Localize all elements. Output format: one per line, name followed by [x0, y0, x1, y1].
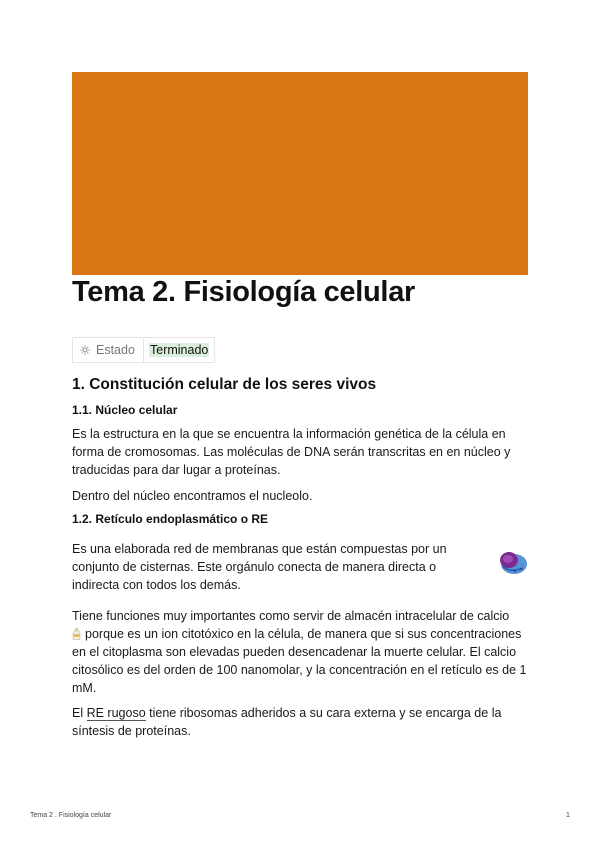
section-heading: 1. Constitución celular de los seres vivos [72, 376, 377, 393]
status-badge[interactable] [144, 338, 214, 362]
paragraph-re-1: Es una elaborada red de membranas que están compuestas por un conjunto de cisternas. Este orgánulo conecta de manera directa o indirecta con todos los demás. [72, 542, 447, 592]
page-title: Tema 2. Fisiología celular [72, 276, 416, 308]
property-key-label: Estado [96, 343, 135, 357]
status-value: Terminado [150, 343, 209, 357]
milk-bottle-icon [72, 628, 81, 640]
paragraph-nucleo-1: Es la estructura en la que se encuentra la información genética de la célula en forma de cromosomas. Las moléculas de DNA serán transcritas en en núcleo y traducidas para dar lugar a proteínas. [72, 427, 511, 477]
property-key [73, 338, 144, 362]
cover-image [72, 72, 528, 275]
paragraph-re-2-start: Tiene funciones muy importantes como servir de almacén intracelular de calcio [72, 609, 510, 623]
paragraph-re-3-start: El [72, 706, 87, 720]
sun-icon [80, 345, 90, 355]
paragraph-re-2 [72, 607, 528, 697]
reticulum-image [497, 549, 529, 577]
footer-page-number: 1 [566, 812, 570, 819]
paragraph-re-3-end: tiene ribosomas adheridos a su cara externa y se encarga de la síntesis de proteínas. [72, 706, 502, 738]
subsection-heading-nucleo: 1.1. Núcleo celular [72, 403, 178, 417]
property-row[interactable] [72, 337, 215, 363]
re-rugoso-link[interactable]: RE rugoso [86, 706, 146, 720]
paragraph-re-3 [72, 704, 528, 740]
footer-title: Tema 2 . Fisiología celular [30, 812, 112, 819]
paragraph-re-2-end: porque es un ion citotóxico en la célula, de manera que si sus concentraciones en el citoplasma son elevadas pueden desencadenar la muerte celular. El calcio citosólico es del orden de 100 nanomolar, y la concentración en el retículo es de 1 mM. [72, 627, 527, 695]
subsection-heading-re: 1.2. Retículo endoplasmático o RE [72, 512, 269, 526]
paragraph-nucleo-2: Dentro del núcleo encontramos el nucleolo. [72, 489, 313, 503]
